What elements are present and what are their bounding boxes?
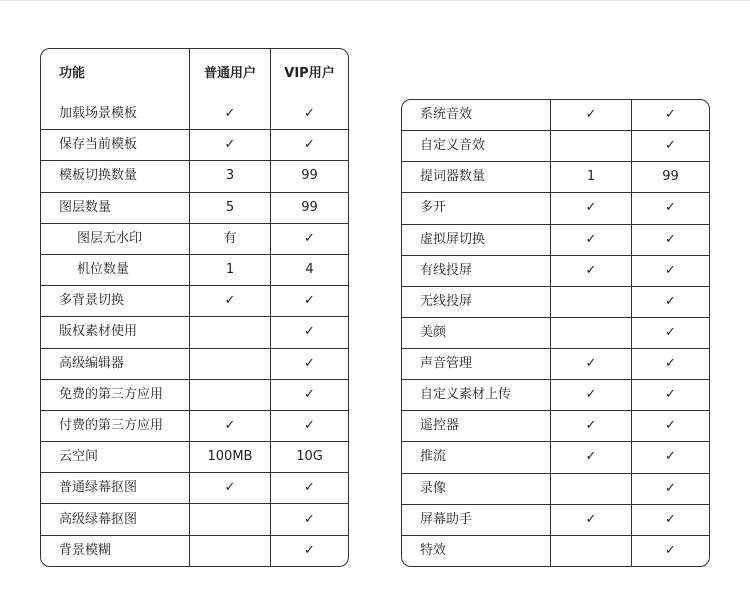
feature-name: 免费的第三方应用: [41, 380, 190, 411]
feature-name: 自定义音效: [402, 131, 551, 162]
vip-user-value: 99: [271, 161, 348, 192]
check-icon: ✓: [632, 225, 709, 256]
check-icon: ✓: [271, 349, 348, 380]
check-icon: ✓: [632, 318, 709, 349]
feature-name: 录像: [402, 474, 551, 505]
feature-name: 高级编辑器: [41, 349, 190, 380]
table-row: [41, 442, 348, 473]
check-icon: ✓: [632, 474, 709, 505]
check-icon: ✓: [551, 442, 632, 473]
table-row: [402, 505, 709, 536]
basic-user-value: [551, 287, 632, 318]
table-row: [402, 380, 709, 411]
check-icon: ✓: [271, 224, 348, 255]
table-row: [402, 225, 709, 256]
check-icon: ✓: [632, 287, 709, 318]
check-icon: ✓: [271, 411, 348, 442]
table-row: [41, 224, 348, 255]
table-row: [402, 318, 709, 349]
basic-user-value: [190, 317, 271, 348]
check-icon: ✓: [271, 286, 348, 317]
feature-name: 背景模糊: [41, 536, 190, 566]
feature-name: 普通绿幕抠图: [41, 473, 190, 504]
feature-name: 美颜: [402, 318, 551, 349]
table-row: [41, 99, 348, 130]
feature-name: 付费的第三方应用: [41, 411, 190, 442]
check-icon: ✓: [190, 286, 271, 317]
basic-user-value: 有: [190, 224, 271, 255]
table-row: [41, 286, 348, 317]
basic-user-value: [190, 504, 271, 535]
feature-name: 加载场景模板: [41, 99, 190, 130]
table-row: [41, 504, 348, 535]
table-row: [402, 411, 709, 442]
feature-name: 无线投屏: [402, 287, 551, 318]
check-icon: ✓: [304, 542, 315, 558]
check-icon: ✓: [551, 256, 632, 287]
table-row: [402, 287, 709, 318]
basic-user-value: [190, 380, 271, 411]
check-icon: ✓: [632, 411, 709, 442]
check-icon: ✓: [271, 473, 348, 504]
check-icon: ✓: [271, 504, 348, 535]
check-icon: ✓: [190, 473, 271, 504]
feature-name: 特效: [402, 536, 551, 566]
check-icon: ✓: [632, 380, 709, 411]
feature-name: 模板切换数量: [41, 161, 190, 192]
feature-name: 系统音效: [402, 100, 551, 131]
basic-user-value: 3: [190, 161, 271, 192]
table-row: [41, 473, 348, 504]
basic-user-value: [551, 131, 632, 162]
feature-name: 提词器数量: [402, 162, 551, 193]
feature-name: 多开: [402, 193, 551, 224]
basic-user-value: [551, 474, 632, 505]
check-icon: ✓: [632, 100, 709, 131]
feature-name: 声音管理: [402, 349, 551, 380]
vip-user-value: 10G: [271, 442, 348, 473]
check-icon: ✓: [271, 317, 348, 348]
check-icon: ✓: [632, 256, 709, 287]
vip-user-value: 99: [271, 193, 348, 224]
basic-user-value: 100MB: [190, 442, 271, 473]
vip-user-value: 4: [271, 255, 348, 286]
header-row: [41, 49, 348, 99]
feature-name: 机位数量: [41, 255, 190, 286]
check-icon: ✓: [271, 380, 348, 411]
check-icon: ✓: [190, 411, 271, 442]
table-row: [402, 536, 709, 566]
feature-name: 多背景切换: [41, 286, 190, 317]
table-row: [402, 131, 709, 162]
check-icon: ✓: [190, 99, 271, 130]
check-icon: ✓: [271, 99, 348, 130]
feature-name: 云空间: [41, 442, 190, 473]
feature-name: 有线投屏: [402, 256, 551, 287]
table-row: [402, 474, 709, 505]
table-row: [41, 161, 348, 192]
table-row: [41, 380, 348, 411]
check-icon: ✓: [190, 130, 271, 161]
check-icon: ✓: [665, 542, 676, 558]
check-icon: ✓: [551, 193, 632, 224]
header-basic-user: 普通用户: [190, 49, 271, 99]
basic-user-value: 1: [190, 255, 271, 286]
header-feature: 功能: [41, 49, 190, 99]
table-row: [402, 162, 709, 193]
feature-name: 图层数量: [41, 193, 190, 224]
basic-user-value: [551, 536, 632, 566]
table-row: [41, 317, 348, 348]
check-icon: ✓: [632, 505, 709, 536]
feature-name: 保存当前模板: [41, 130, 190, 161]
basic-user-value: [190, 349, 271, 380]
table-row: [402, 193, 709, 224]
table-row: [41, 130, 348, 161]
check-icon: ✓: [632, 442, 709, 473]
basic-user-value: [551, 318, 632, 349]
header-vip-user: VIP用户: [284, 66, 335, 81]
check-icon: ✓: [271, 130, 348, 161]
feature-name: 屏幕助手: [402, 505, 551, 536]
check-icon: ✓: [551, 349, 632, 380]
vip-user-value: 99: [632, 162, 709, 193]
table-row: [402, 100, 709, 131]
feature-name: 版权素材使用: [41, 317, 190, 348]
table-row: [41, 349, 348, 380]
table-row: [41, 255, 348, 286]
feature-name: 遥控器: [402, 411, 551, 442]
table-row: [402, 442, 709, 473]
table-row: [41, 193, 348, 224]
table-row: [41, 411, 348, 442]
feature-name: 自定义素材上传: [402, 380, 551, 411]
feature-name: 虚拟屏切换: [402, 225, 551, 256]
check-icon: ✓: [551, 100, 632, 131]
check-icon: ✓: [632, 131, 709, 162]
top-divider: [0, 0, 750, 1]
check-icon: ✓: [551, 225, 632, 256]
basic-user-value: [190, 536, 271, 566]
check-icon: ✓: [632, 193, 709, 224]
feature-table-left: [40, 48, 349, 567]
check-icon: ✓: [551, 411, 632, 442]
table-row: [402, 349, 709, 380]
check-icon: ✓: [551, 380, 632, 411]
feature-name: 推流: [402, 442, 551, 473]
basic-user-value: 1: [551, 162, 632, 193]
table-row: [41, 536, 348, 566]
feature-name: 图层无水印: [41, 224, 190, 255]
feature-table-right: [401, 99, 710, 567]
check-icon: ✓: [632, 349, 709, 380]
basic-user-value: 5: [190, 193, 271, 224]
feature-name: 高级绿幕抠图: [41, 504, 190, 535]
table-row: [402, 256, 709, 287]
check-icon: ✓: [551, 505, 632, 536]
